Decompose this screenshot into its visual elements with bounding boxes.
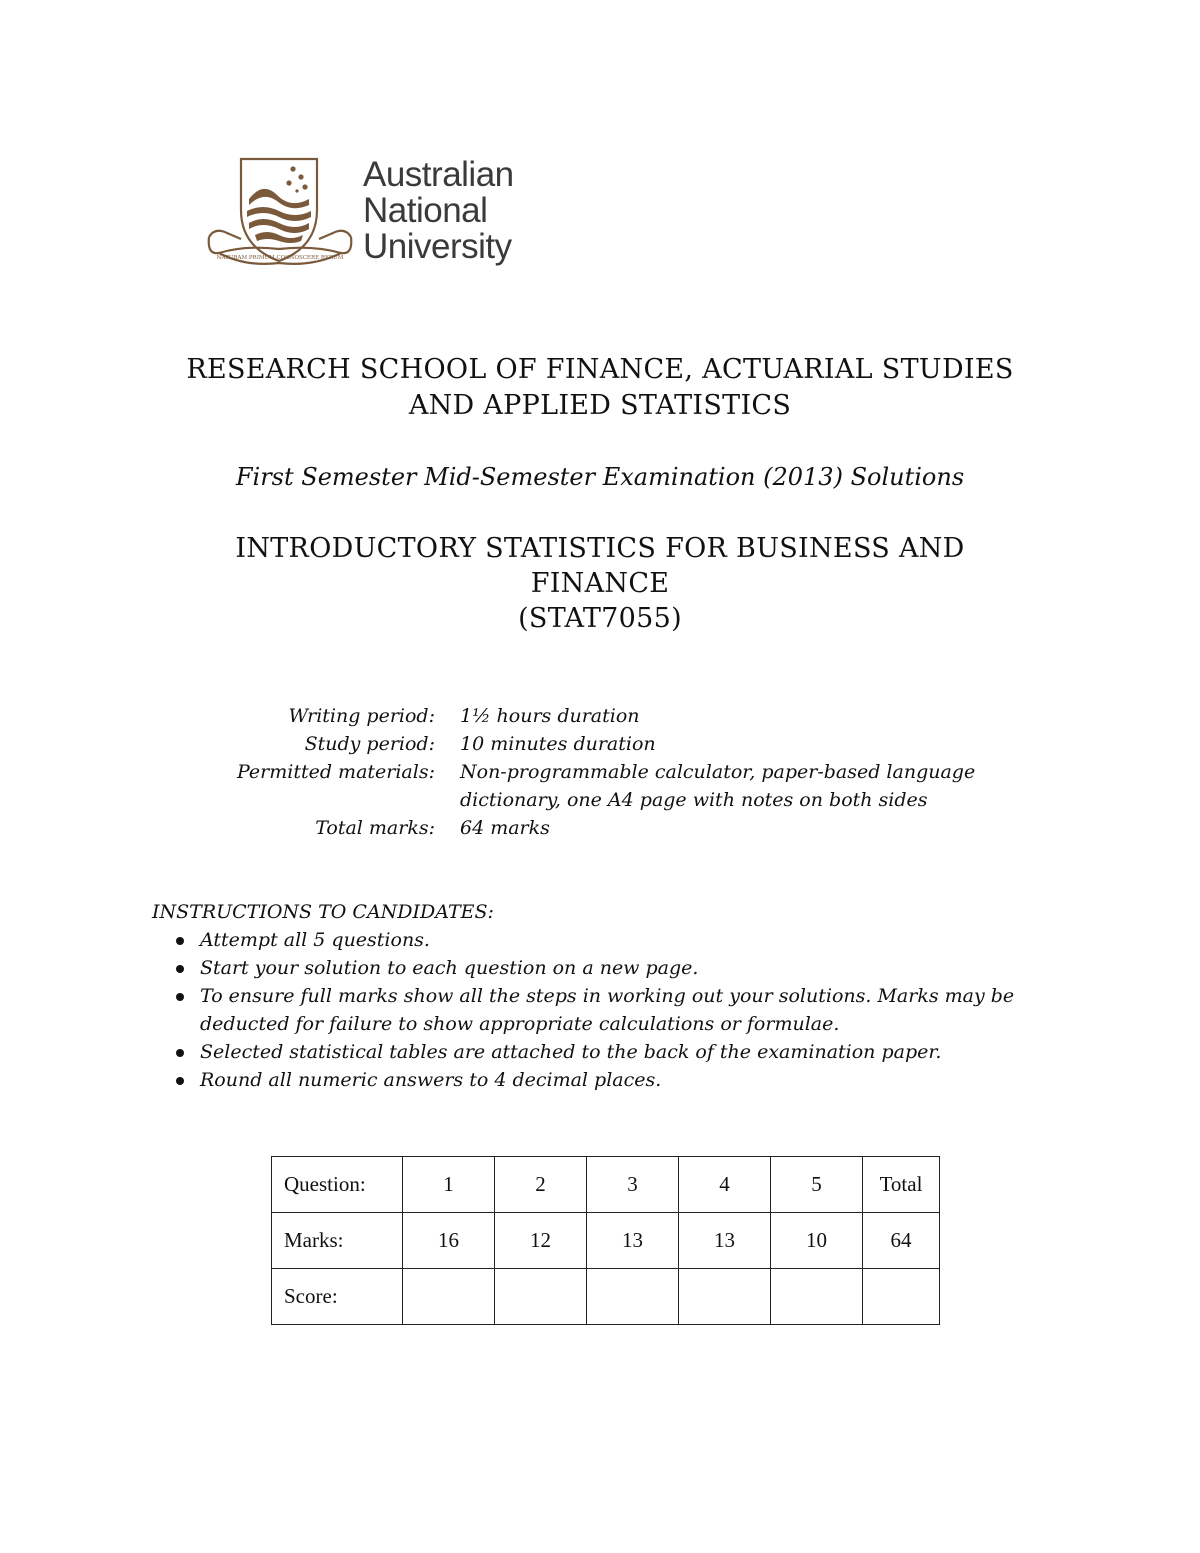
detail-value: 1½ hours duration [460,705,640,727]
detail-value: 10 minutes duration [460,733,656,755]
table-row [272,1269,940,1325]
detail-row [200,702,1000,730]
list-item: Attempt all 5 questions. [172,926,1072,954]
list-item: Round all numeric answers to 4 decimal places. [172,1066,1072,1094]
score-cell [771,1269,863,1325]
list-item-text: deducted for failure to show appropriate calculations or formulae. [200,1013,840,1035]
row-label: Marks: [272,1213,403,1269]
detail-row [200,786,1000,814]
exam-title: First Semester Mid-Semester Examination (2013) Solutions [235,463,965,491]
table-cell: 13 [587,1213,679,1269]
logo-motto: NATURAM PRIMUM COGNOSCERE RERUM [216,255,344,261]
school-name [0,352,1200,424]
table-row [272,1213,940,1269]
list-item: Selected statistical tables are attached to the back of the examination paper. [172,1038,1072,1066]
score-cell [863,1269,940,1325]
table-cell: Total [863,1157,940,1213]
marks-table [271,1156,940,1325]
list-item [172,982,1072,1038]
row-label: Question: [272,1157,403,1213]
table-cell: 13 [679,1213,771,1269]
detail-row [200,814,1000,842]
list-item: Start your solution to each question on a new page. [172,954,1072,982]
detail-value: dictionary, one A4 page with notes on both sides [460,789,928,811]
course-title [0,531,1200,636]
school-line: AND APPLIED STATISTICS [408,390,792,421]
table-row [272,1157,940,1213]
instructions-list [172,926,1072,1094]
score-cell [403,1269,495,1325]
table-cell: 64 [863,1213,940,1269]
score-cell [679,1269,771,1325]
score-cell [587,1269,679,1325]
table-cell: 4 [679,1157,771,1213]
detail-row [200,730,1000,758]
school-line: RESEARCH SCHOOL OF FINANCE, ACTUARIAL STUDIES [186,354,1014,385]
detail-row [200,758,1000,786]
anu-crest-icon [205,155,355,273]
table-cell: 12 [495,1213,587,1269]
row-label: Score: [272,1269,403,1325]
score-cell [495,1269,587,1325]
detail-value: Non-programmable calculator, paper-based language [460,761,976,783]
detail-label: Writing period: [288,705,435,727]
detail-value: 64 marks [460,817,550,839]
course-code: (STAT7055) [518,603,682,634]
table-cell: 10 [771,1213,863,1269]
logo-wordmark [363,157,514,265]
logo-line: National [363,191,488,230]
table-cell: 3 [587,1157,679,1213]
table-cell: 1 [403,1157,495,1213]
course-line: FINANCE [530,568,670,599]
detail-label: Study period: [304,733,435,755]
detail-label [200,786,460,814]
table-cell: 16 [403,1213,495,1269]
detail-label: Permitted materials: [236,761,435,783]
list-item-text: To ensure full marks show all the steps in working out your solutions. Marks may be [200,985,1015,1007]
detail-label: Total marks: [315,817,435,839]
logo-line: University [363,227,512,266]
logo-line: Australian [363,155,514,194]
table-cell: 2 [495,1157,587,1213]
instructions-heading: INSTRUCTIONS TO CANDIDATES: [152,901,494,923]
anu-logo [205,155,535,275]
exam-details [200,702,1000,842]
course-line: INTRODUCTORY STATISTICS FOR BUSINESS AND [235,533,965,564]
table-cell: 5 [771,1157,863,1213]
